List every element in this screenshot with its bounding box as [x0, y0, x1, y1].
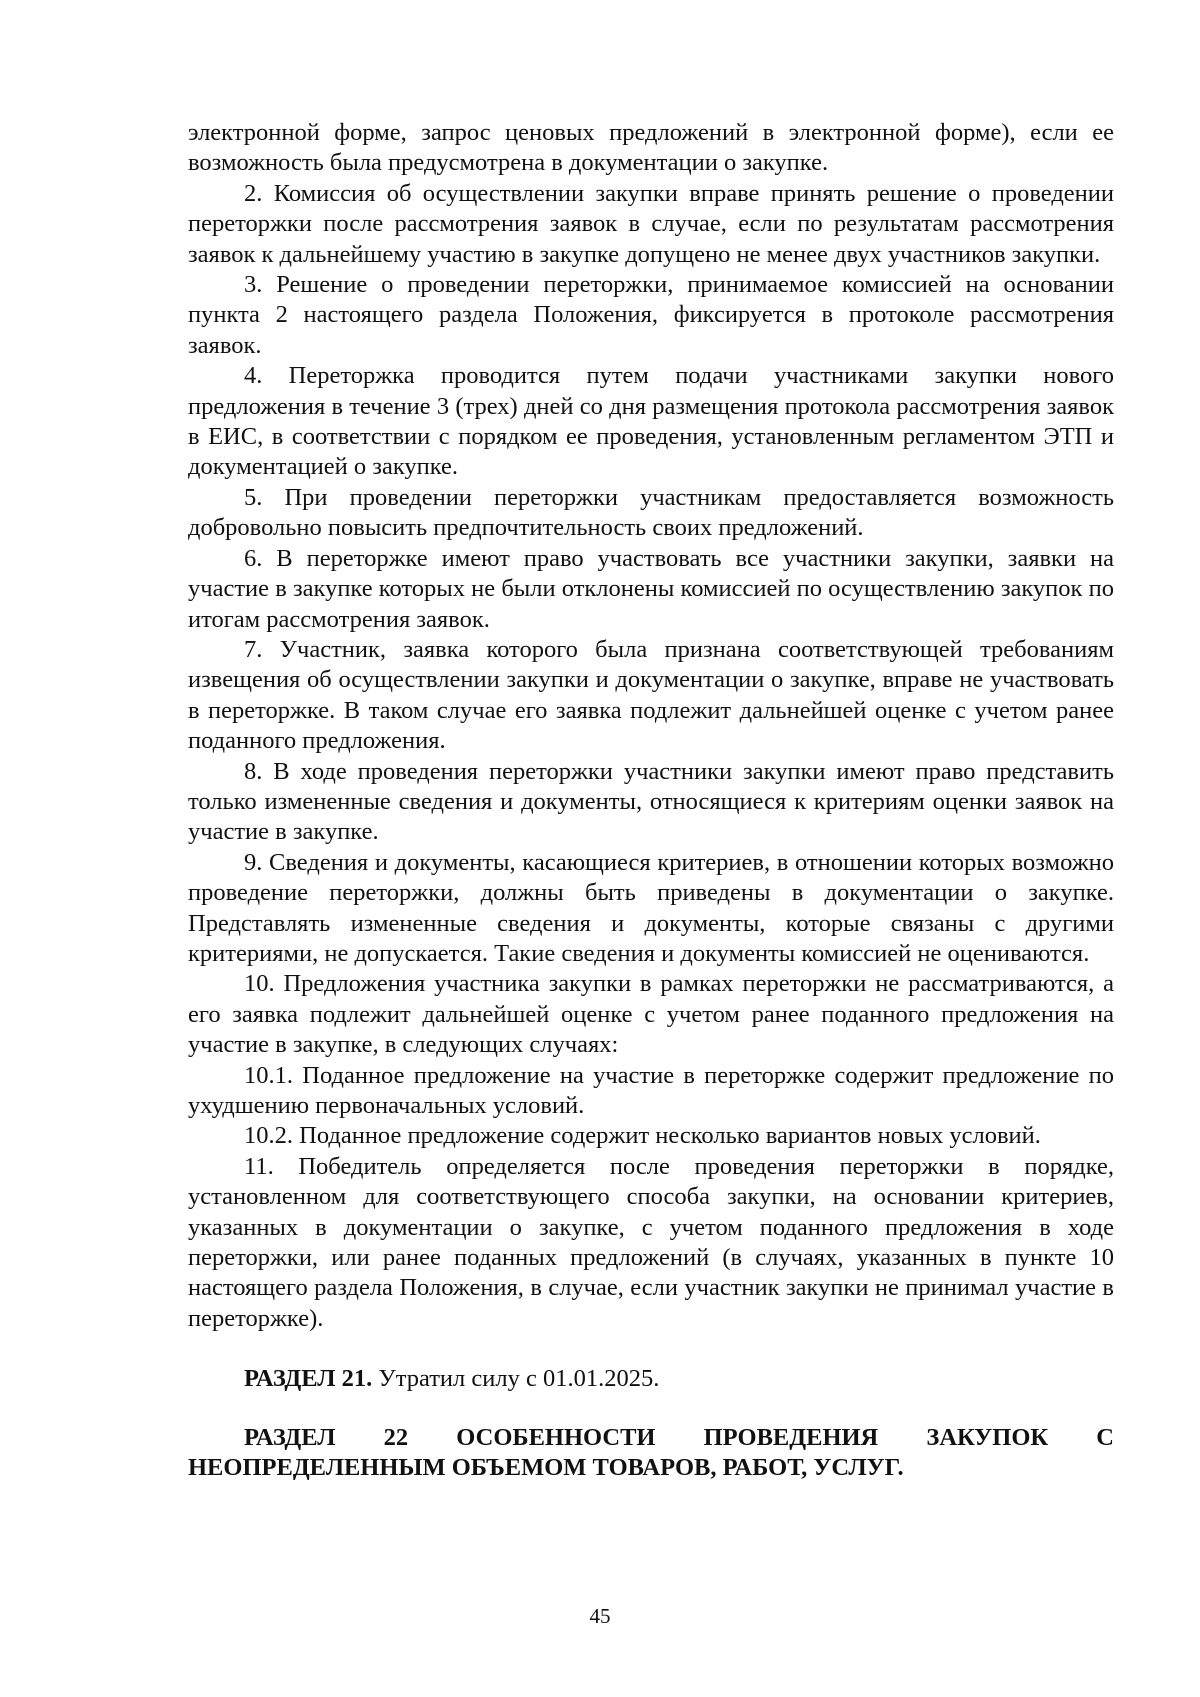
paragraph-continuation: электронной форме, запрос ценовых предложений в электронной форме), если ее возможность была предусмотрена в документации о закупке.: [188, 119, 1114, 177]
paragraph-item-9: 9. Сведения и документы, касающиеся критериев, в отношении которых возможно проведение переторжки, должны быть приведены в документации о закупке. Представлять измененные сведения и документы, которые связаны с другими критериями, не допускается. Такие сведения и документы комиссией не оцениваются.: [188, 848, 1114, 967]
section-22-title-line2: НЕОПРЕДЕЛЕННЫМ ОБЪЕМОМ ТОВАРОВ, РАБОТ, УСЛУГ.: [188, 1454, 904, 1482]
paragraph-item-3: 3. Решение о проведении переторжки, принимаемое комиссией на основании пункта 2 настоящего раздела Положения, фиксируется в протоколе рассмотрения заявок.: [188, 271, 1114, 359]
paragraph-item-7: 7. Участник, заявка которого была признана соответствующей требованиям извещения об осуществлении закупки и документации о закупке, вправе не участвовать в переторжке. В таком случае его заявка подлежит дальнейшей оценке с учетом ранее поданного предложения.: [188, 635, 1114, 755]
section-22-heading: [188, 1423, 1114, 1484]
paragraph-item-6: 6. В переторжке имеют право участвовать все участники закупки, заявки на участие в закупке которых не были отклонены комиссией по осуществлению закупок по итогам рассмотрения заявок.: [188, 544, 1114, 633]
paragraph-item-5: 5. При проведении переторжки участникам предоставляется возможность добровольно повысить предпочтительность своих предложений.: [188, 483, 1114, 542]
paragraph-item-11: 11. Победитель определяется после проведения переторжки в порядке, установленном для соответствующего способа закупки, на основании критериев, указанных в документации о закупке, с учетом поданного предложения в ходе переторжки, или ранее поданных предложений (в случаях, указанных в пункте 10 настоящего раздела Положения, в случае, если участник закупки не принимал участие в переторжке).: [188, 1152, 1114, 1332]
paragraph-item-4: 4. Переторжка проводится путем подачи участниками закупки нового предложения в течение 3 (трех) дней со дня размещения протокола рассмотрения заявок в ЕИС, в соответствии с порядком ее проведения, установленным регламентом ЭТП и документацией о закупке.: [188, 362, 1114, 481]
paragraph-item-8: 8. В ходе проведения переторжки участники закупки имеют право представить только измененные сведения и документы, относящиеся к критериям оценки заявок на участие в закупке.: [188, 757, 1114, 846]
section-22-title-line1: РАЗДЕЛ 22 ОСОБЕННОСТИ ПРОВЕДЕНИЯ ЗАКУПОК С: [244, 1423, 1114, 1451]
paragraph-item-10-2: 10.2. Поданное предложение содержит несколько вариантов новых условий.: [244, 1122, 1041, 1150]
section-21-heading: [188, 1364, 1114, 1394]
paragraph-item-10-1: 10.1. Поданное предложение на участие в переторжке содержит предложение по ухудшению первоначальных условий.: [188, 1061, 1114, 1119]
paragraph-item-10: 10. Предложения участника закупки в рамках переторжки не рассматриваются, а его заявка подлежит дальнейшей оценке с учетом ранее поданного предложения на участие в закупке, в следующих случаях:: [188, 970, 1114, 1059]
section-21-text: Утратил силу с 01.01.2025.: [372, 1365, 660, 1393]
paragraph-item-2: 2. Комиссия об осуществлении закупки вправе принять решение о проведении переторжки после рассмотрения заявок в случае, если по результатам рассмотрения заявок к дальнейшему участию в закупке допущено не менее двух участников закупки.: [188, 179, 1114, 268]
section-21-label: РАЗДЕЛ 21.: [244, 1365, 373, 1393]
page-number: 45: [589, 1604, 611, 1628]
document-page: [188, 118, 1114, 1483]
